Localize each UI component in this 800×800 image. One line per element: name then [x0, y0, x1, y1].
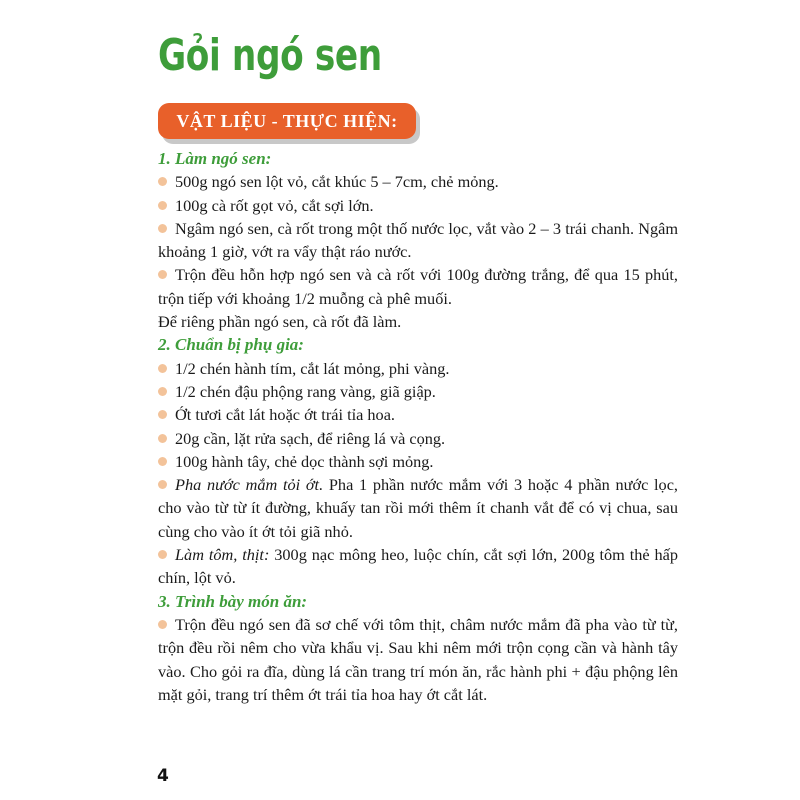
list-item: Pha nước mắm tỏi ớt. Pha 1 phần nước mắm với 3 hoặc 4 phần nước lọc, cho vào từ từ ít đường, khuấy tan rồi mới thêm ít chanh vắt để có vị chua, sau cùng cho vào ít ớt tỏi giã nhỏ. [158, 473, 678, 543]
ingredients-banner [158, 103, 416, 139]
page-number: 4 [157, 766, 169, 786]
section-heading-prepare-lotus: 1. Làm ngó sen: [158, 149, 272, 168]
section-heading-side-ingredients: 2. Chuẩn bị phụ gia: [158, 335, 304, 355]
item-lead: Pha nước mắm tỏi ớt. [175, 475, 324, 495]
recipe-content [158, 147, 678, 706]
list-item: 1/2 chén hành tím, cắt lát mỏng, phi vàng. [158, 357, 678, 380]
list-item: 500g ngó sen lột vỏ, cắt khúc 5 – 7cm, chẻ mỏng. [158, 170, 678, 193]
banner-label: VẬT LIỆU - THỰC HIỆN: [176, 110, 398, 131]
recipe-title: Gỏi ngó sen [158, 30, 382, 81]
list-item: 1/2 chén đậu phộng rang vàng, giã giập. [158, 380, 678, 403]
list-item: Ớt tươi cắt lát hoặc ớt trái tỉa hoa. [158, 403, 678, 426]
list-item: Trộn đều hỗn hợp ngó sen và cà rốt với 100g đường trắng, để qua 15 phút, trộn tiếp với khoảng 1/2 muỗng cà phê muối. [158, 263, 678, 310]
section-note: Để riêng phần ngó sen, cà rốt đã làm. [158, 312, 402, 332]
list-item: Trộn đều ngó sen đã sơ chế với tôm thịt, châm nước mắm đã pha vào từ từ, trộn đều rồi nêm cho vừa khẩu vị. Sau khi nêm mới trộn cọng cần và hành tây vào. Cho gỏi ra đĩa, dùng lá cần trang trí món ăn, rắc hành phi + đậu phộng lên mặt gỏi, trang trí thêm ớt trái tỉa hoa hay ớt cắt lát. [158, 613, 678, 706]
section-heading-presentation: 3. Trình bày món ăn: [158, 591, 308, 611]
list-item: 20g cần, lặt rửa sạch, để riêng lá và cọng. [158, 427, 678, 450]
list-item: Làm tôm, thịt: 300g nạc mông heo, luộc chín, cắt sợi lớn, 200g tôm thẻ hấp chín, lột vỏ. [158, 543, 678, 590]
item-lead: Làm tôm, thịt: [175, 545, 270, 565]
list-item: Ngâm ngó sen, cà rốt trong một thố nước lọc, vắt vào 2 – 3 trái chanh. Ngâm khoảng 1 giờ, vớt ra vẩy thật ráo nước. [158, 217, 678, 264]
list-item: 100g cà rốt gọt vỏ, cắt sợi lớn. [158, 194, 678, 217]
list-item: 100g hành tây, chẻ dọc thành sợi mỏng. [158, 450, 678, 473]
